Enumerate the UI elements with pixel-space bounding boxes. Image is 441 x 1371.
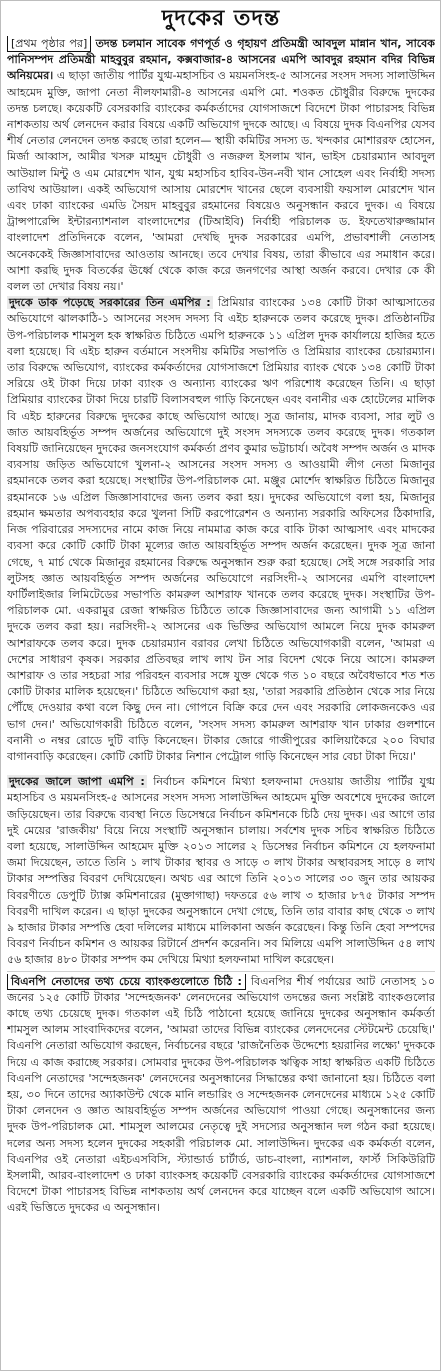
paragraph-body: এ ছাড়া জাতীয় পার্টির যুগ্ম-মহাসচিব ও ময়মনসিংহ-৫ আসনের সংসদ সদস্য সালাউদ্দিন আহমেদ মুক্তি, জাপা নেতা নীলফামারী-৪ আসনের এমপি মো. শওকত চৌধুরীর বিরুদ্ধে দুদকের তদন্ত চলছে। কয়েকটি বেসরকারি ব্যাংকের কর্মকর্তাদের যোগসাজশে বিদেশে টাকা পাচারসহ বিভিন্ন নাশকতায় অর্থ লেনদেন করার বিষয়ে একটি অভিযোগ দুদকে আছে। এ বিষয়ে দুদক বিএনপির যেসব শীর্ষ নেতার লেনদেন তদন্ত করছে তারা হলেন— স্থায়ী কমিটির সদস্য ড. খন্দকার মোশাররফ হোসেন, মির্জা আব্বাস, আমীর খসরু মাহমুদ চৌধুরী ও নজরুল ইসলাম খান, ভাইস চেয়ারম্যান আবদুল আউয়াল মিন্টু ও এম মোরশেদ খান, যুগ্ম মহাসচিব হাবিব-উন-নবী খান সোহেল এবং নির্বাহী সদস্য তাবিথ আউয়াল। একই অভিযোগ আসায় মোরশেদ খানের ছেলে ব্যবসায়ী ফয়সাল মোরশেদ খান এবং ঢাকা ব্যাংকের এমডি সৈয়দ মাহবুবুর রহমানের বিষয়েও অনুসন্ধান করবে দুদক। এ বিষয়ে ট্রান্সপারেন্সি ইন্টারন্যাশনাল বাংলাদেশের (টিআইবি) নির্বাহী পরিচালক ড. ইফতেখারুজ্জামান বাংলাদেশ প্রতিদিনকে বলেন, 'আমরা দেখছি দুদক সরকারের এমপি, প্রভাবশালী নেতাসহ অনেককেই জিজ্ঞাসাবাদের আওতায় আনছে। তবে দেখার বিষয়, তারা কীভাবে এর সমাধান করে। আশা করছি দুদক বিতর্কের ঊর্ধ্বে থেকে কাজ করে জনগণের আস্থা অর্জন করবে। দেখার কে কী বলল তা দেখার বিষয় নয়।' <box>7 69 435 294</box>
paragraph-body: বিএনপির শীর্ষ পর্যায়ের আট নেতাসহ ১০ জনের ১২৫ কোটি টাকার 'সন্দেহজনক' লেনদেনের অভিযোগ তদন্তের জন্য সংশ্লিষ্ট ব্যাংকগুলোর কাছে তথ্য চেয়েছে দুদক। গতকাল এই চিঠি পাঠানো হয়েছে জানিয়ে দুদকের অনুসন্ধান কর্মকর্তা শামসুল আলম সাংবাদিকদের বলেন, 'আমরা তাদের বিভিন্ন ব্যাংকের লেনদেনের স্টেটমেন্ট চেয়েছি।' বিএনপি নেতারা অভিযোগ করছেন, নির্বাচনের বছরে 'রাজনৈতিক উদ্দেশ্যে হয়রানির লক্ষ্যে' দুদককে দিয়ে এ কাজ করাচ্ছে সরকার। সোমবার দুদকের উপ-পরিচালক ঋত্বিক সাহা স্বাক্ষরিত একটি চিঠিতে বিএনপি নেতাদের 'সন্দেহজনক' লেনদেনের অনুসন্ধানের সিদ্ধান্তের কথা জানানো হয়। চিঠিতে বলা হয়, ৩০ দিনে তাদের অ্যাকাউন্ট থেকে মানি লন্ডারিং ও সন্দেহজনক লেনদেনের মাধ্যমে ১২৫ কোটি টাকা লেনদেন ও জ্ঞাত আয়বহির্ভূত সম্পদ অর্জনের অভিযোগ পাওয়া গেছে। অনুসন্ধানের জন্য দুদক উপ-পরিচালক মো. শামসুল আলমের নেতৃত্বে দুই সদস্যের অনুসন্ধান দল গঠন করা হয়েছে। দলের অন্য সদস্য হলেন দুদকের সহকারী পরিচালক মো. সালাউদ্দিন। দুদকের এক কর্মকর্তা বলেন, বিএনপির ওই নেতারা এইচএসবিসি, স্ট্যান্ডার্ড চার্টার্ড, ডাচ-বাংলা, ন্যাশনাল, ফার্স্ট সিকিউরিটি ইসলামী, আরব-বাংলাদেশ ও ঢাকা ব্যাংকসহ কয়েকটি বেসরকারি ব্যাংকের কর্মকর্তাদের যোগসাজশে বিদেশে টাকা পাচারসহ বিভিন্ন নাশকতায় অর্থ লেনদেন করে যাচ্ছেন বলে একটি অভিযোগ আসে। এরই ভিত্তিতে দুদকের এ অনুসন্ধান। <box>7 974 435 1215</box>
paragraph-body: নির্বাচন কমিশনে মিথ্যা হলফনামা দেওয়ায় জাতীয় পার্টির যুগ্ম মহাসচিব ও ময়মনসিংহ-৫ আসনের সংসদ সদস্য সালাউদ্দিন আহমেদ মুক্তি অবশেষে দুদকের জালে জড়িয়েছেন। তার বিরুদ্ধে ব্যবস্থা নিতে ডিসেম্বরে নির্বাচন কমিশনকে চিঠি দেয় দুদক। এর আগে তার দুই মেয়ের 'রাজকীয়' বিয়ে নিয়ে সংস্থাটি অনুসন্ধান চালায়। সর্বশেষ দুদক সচিব স্বাক্ষরিত চিঠিতে বলা হয়েছে, সালাউদ্দিন আহমেদ মুক্তি ২০১৩ সালের ২ ডিসেম্বর নির্বাচন কমিশনে যে হলফনামা জমা দিয়েছেন, তাতে তিনি ১ লাখ টাকার স্থাবর ও সাড়ে ৩ লাখ টাকার অস্থাবরসহ সাড়ে ৪ লাখ টাকার সম্পত্তির বিবরণ দেখিয়েছেন। অথচ এর আগে তিনি ২০১৩ সালের ৩০ জুন তার আয়কর বিবরণীতে ডেপুটি ট্যাক্স কমিশনারের (মুক্তাগাছা) দফতরে ৫৬ লাখ ৩ হাজার ৮৭৫ টাকার সম্পদ বিবরণী দাখিল করেন। এ ছাড়া দুদকের অনুসন্ধানে দেখা গেছে, তিনি তার বাবার কাছ থেকে ৩ লাখ ৯ হাজার টাকার সম্পত্তি হেবা দলিলের মাধ্যমে মালিকানা অর্জন করেছেন। কিন্তু তিনি হেবা সম্পদের বিবরণ নির্বাচন কমিশন ও আয়কর রিটার্নে প্রদর্শন করেননি। সব মিলিয়ে এমপি সালাউদ্দিন ৫৪ লাখ ৫৬ হাজার ৪৮০ টাকার সম্পদ কম দেখিয়ে মিথ্যা হলফনামা দাখিল করেছেন। <box>7 775 435 967</box>
subheading-three-mps-summoned: দুদকে ডাক পড়েছে সরকারের তিন এমপির : <box>9 296 211 310</box>
article-headline: দুদকের তদন্ত <box>161 5 281 31</box>
article-paragraph-3 <box>7 774 435 968</box>
subheading-jatiya-party-mp: দুদকের জালে জাপা এমপি : <box>9 775 145 789</box>
article-paragraph-4 <box>7 974 435 1217</box>
section-divider <box>7 971 435 972</box>
article-paragraph-1 <box>7 36 435 295</box>
subheading-bnp-leaders-bank-letters: বিএনপি নেতাদের তথ্য চেয়ে ব্যাংকগুলোতে চিঠি : <box>7 974 246 990</box>
article-paragraph-2 <box>7 295 435 765</box>
paragraph-gap <box>7 765 435 774</box>
continuation-label: [প্রথম পৃষ্ঠার পর] <box>7 36 91 52</box>
paragraph-body: প্রিমিয়ার ব্যাংকের ১৩৪ কোটি টাকা আত্মসাতের অভিযোগে ঝালকাঠি-১ আসনের সংসদ সদস্য বি এইচ হারুনকে তলব করেছে দুদক। প্রতিষ্ঠানটির উপ-পরিচালক শামসুল হক স্বাক্ষরিত চিঠিতে এমপি হারুনকে ১১ এপ্রিল দুদক কার্যালয়ে হাজির হতে বলা হয়েছে। বি এইচ হারুন বর্তমানে সংসদীয় কমিটির সভাপতি ও প্রিমিয়ার ব্যাংকের চেয়ারম্যান। তার বিরুদ্ধে অভিযোগ, ব্যাংকের কর্মকর্তাদের যোগসাজশে প্রিমিয়ার ব্যাংক থেকে ১৩৪ কোটি টাকা সরিয়ে ওই টাকা দিয়ে ঢাকা ব্যাংক ও অন্যান্য ব্যাংকের ঋণ পরিশোধ করেছেন তিনি। এ ছাড়া প্রিমিয়ার ব্যাংকের টাকা দিয়ে চারটি বিলাসবহুল গাড়ি কিনেছেন এবং বনানীর এক হোটেলের মালিক বি এইচ হারুনের বিরুদ্ধে দুদকের কাছে অভিযোগ আছে। সুত্র জানায়, মাদক ব্যবসা, সার লুট ও জাত আয়বহির্ভূত সম্পদ অর্জনের অভিযোগে দুই সংসদ সদস্যকে তলব করেছে দুদক। গতকাল বিষয়টি জানিয়েছেন দুদকের জনসংযোগ কর্মকর্তা প্রণব কুমার ভট্টাচার্য। অবৈধ সম্পদ অর্জন ও মাদক ব্যবসায় জড়িত অভিযোগে খুলনা-২ আসনের সংসদ সদস্য ও আওয়ামী লীগ নেতা মিজানুর রহমানকে তলব করা হয়েছে। সংস্থাটির উপ-পরিচালক মো. মঞ্জুর মোর্শেদ স্বাক্ষরিত চিঠিতে মিজানুর রহমানকে ১৬ এপ্রিল জিজ্ঞাসাবাদের জন্য তলব করা হয়। দুদকের অভিযোগে বলা হয়, মিজানুর রহমান ক্ষমতার অপব্যবহার করে খুলনা সিটি করপোরেশন ও অন্যান্য সরকারি অফিসের ঠিকাদারি, নিজ পরিবারের সদস্যদের নামে কাজ নিয়ে নামমাত্র কাজ করে বাকি টাকা আত্মসাৎ এবং মাদকের ব্যবসা করে কোটি কোটি টাকা মূল্যের জাত আয়বহির্ভূত সম্পদ অর্জন করেছেন। দুদক সূত্র জানা গেছে, ৭ মার্চ থেকে মিজানুর রহমানের বিরুদ্ধে অনুসন্ধান শুরু করা হয়েছে। সেই সঙ্গে সরকারি সার লুটসহ জ্ঞাত আয়বহির্ভূত সম্পদ অর্জনের অভিযোগে নরসিংদী-২ আসনের এমপি বাংলাদেশ ফার্টিলাইজার লিমিটেডের সভাপতি কামরুল আশরাফ খানকে তলব করেছে দুদক। সংস্থাটির উপ-পরিচালক মো. একরামুর রেজা স্বাক্ষরিত চিঠিতে তাকে জিজ্ঞাসাবাদের জন্য আগামী ১১ এপ্রিল দুদকে তলব করা হয়। নরসিংদী-২ আসনের এক ভিক্তির অভিযোগ আমলে নিয়ে দুদক কামরুল আশরাফকে তলব করে। দুদক চেয়ারম্যান বরাবর লেখা চিঠিতে অভিযোগকারী বলেন, 'আমরা এ দেশের সাধারণ কৃষক। সরকার প্রতিবছর লাখ লাখ টন সার বিদেশ থেকে নিয়ে আসে। কামরুল আশরাফ ও তার সহচরা সার পরিবহন ব্যবসার সঙ্গে যুক্ত থেকে গত ১০ বছরে অবৈধভাবে শত শত কোটি টাকার মালিক হয়েছেন।' চিঠিতে অভিযোগ করা হয়, 'তারা সরকারি প্রতিষ্ঠান থেকে সার নিয়ে পৌঁছে দেওয়ার কথা বলে কিছু দেন না। গোপনে বিক্রি করে দেন এবং সরকারি লোকজনকেও এর ভাগ দেন।' অভিযোগকারী চিঠিতে বলেন, 'সংসদ সদস্য কামরুল আশরাফ খান ঢাকার গুলশানে বনানী ৩ নম্বর রোডে দুটি বাড়ি কিনেছেন। টাকার জোরে গাজীপুরের কালিয়াকৈরে ২০০ বিঘার বাগানবাড়ি করেছেন। কোটি কোটি টাকার নিশান পেট্রোল গাড়ি কিনেছেন সার বেচা টাকা দিয়ে।' <box>7 296 435 763</box>
paragraph-lead: তদন্ত চলমান সাবেক গণপূর্ত ও গৃহায়ণ প্রতিমন্ত্রী আবদুল মান্নান খান, সাবেক পানিসম্পদ প্রতিমন্ত্রী মাহবুবুর রহমান, কক্সবাজার-৪ আসনের এমপি আবদুর রহমান বদির বিভিন্ন অনিয়মের। <box>7 37 435 83</box>
